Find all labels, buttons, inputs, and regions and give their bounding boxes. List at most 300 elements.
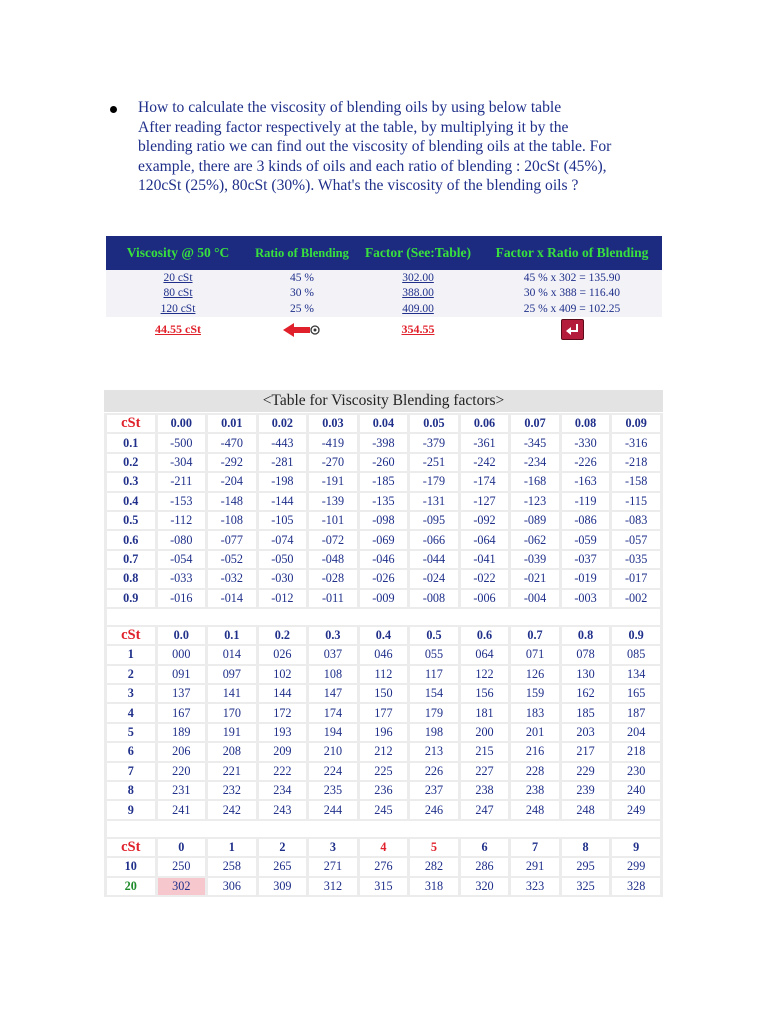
factor-cell: 249 xyxy=(612,801,660,818)
column-header: 0.07 xyxy=(511,415,559,432)
factor-cell: -500 xyxy=(158,434,206,451)
product-value: 30 % x 388 = 116.40 xyxy=(482,286,662,302)
factor-cell: 071 xyxy=(511,646,559,663)
factor-cell: 250 xyxy=(158,858,206,875)
factor-cell: -072 xyxy=(309,531,357,548)
factor-cell: -052 xyxy=(208,551,256,568)
factor-cell: 235 xyxy=(309,782,357,799)
factor-cell: -074 xyxy=(259,531,307,548)
factor-cell: 237 xyxy=(410,782,458,799)
factor-cell: -185 xyxy=(360,473,408,490)
factor-cell: -054 xyxy=(158,551,206,568)
column-header: 0.00 xyxy=(158,415,206,432)
row-label: 7 xyxy=(107,763,155,780)
factor-cell: -089 xyxy=(511,512,559,529)
viscosity-link[interactable]: 20 cSt xyxy=(106,270,250,286)
factor-cell: 212 xyxy=(360,743,408,760)
factor-row xyxy=(107,743,660,760)
factor-cell: 144 xyxy=(259,685,307,702)
column-header: 5 xyxy=(410,839,458,856)
row-label: 2 xyxy=(107,666,155,683)
column-header: 0.02 xyxy=(259,415,307,432)
enter-icon xyxy=(562,320,583,339)
factor-cell: 156 xyxy=(461,685,509,702)
factor-cell: -046 xyxy=(360,551,408,568)
factor-cell: 177 xyxy=(360,704,408,721)
factor-cell: -127 xyxy=(461,493,509,510)
row-label: 3 xyxy=(107,685,155,702)
factor-cell: 328 xyxy=(612,878,660,895)
factor-cell: 299 xyxy=(612,858,660,875)
factor-cell: -251 xyxy=(410,454,458,471)
factor-cell: 215 xyxy=(461,743,509,760)
factor-row xyxy=(107,454,660,471)
factor-cell: 046 xyxy=(360,646,408,663)
factor-cell: -398 xyxy=(360,434,408,451)
factor-cell: -112 xyxy=(158,512,206,529)
factor-cell: -024 xyxy=(410,570,458,587)
header-product: Factor x Ratio of Blending xyxy=(482,236,662,270)
factor-row xyxy=(107,570,660,587)
column-header: 0 xyxy=(158,839,206,856)
factor-cell: -304 xyxy=(158,454,206,471)
factor-cell: 097 xyxy=(208,666,256,683)
factor-cell: 209 xyxy=(259,743,307,760)
factor-cell: 174 xyxy=(309,704,357,721)
factor-cell: 122 xyxy=(461,666,509,683)
factor-cell: 220 xyxy=(158,763,206,780)
row-label: 0.1 xyxy=(107,434,155,451)
spacer-cell xyxy=(107,609,660,625)
factor-cell: 221 xyxy=(208,763,256,780)
intro-line: 120cSt (25%), 80cSt (30%). What's the viscosity of the blending oils ? xyxy=(138,177,579,194)
column-header: 0.05 xyxy=(410,415,458,432)
factor-cell: 170 xyxy=(208,704,256,721)
factor-cell: -191 xyxy=(309,473,357,490)
factor-cell: -022 xyxy=(461,570,509,587)
factor-row xyxy=(107,858,660,875)
column-header: 6 xyxy=(461,839,509,856)
factor-row xyxy=(107,704,660,721)
factor-cell: -004 xyxy=(511,590,559,607)
factor-cell: -131 xyxy=(410,493,458,510)
factor-cell: -123 xyxy=(511,493,559,510)
factor-cell: 213 xyxy=(410,743,458,760)
row-label: 0.6 xyxy=(107,531,155,548)
ratio-value: 30 % xyxy=(250,286,354,302)
factor-cell: -037 xyxy=(562,551,610,568)
factor-cell: -204 xyxy=(208,473,256,490)
factor-cell: 203 xyxy=(562,724,610,741)
row-label: 0.5 xyxy=(107,512,155,529)
factor-cell: 196 xyxy=(360,724,408,741)
column-header: 0.06 xyxy=(461,415,509,432)
column-header: 0.1 xyxy=(208,627,256,644)
factor-cell: 179 xyxy=(410,704,458,721)
factor-cell: 240 xyxy=(612,782,660,799)
factor-cell: 248 xyxy=(562,801,610,818)
calc-row xyxy=(106,286,662,302)
factor-cell: -009 xyxy=(360,590,408,607)
factor-cell: 154 xyxy=(410,685,458,702)
factor-link[interactable]: 302.00 xyxy=(354,270,482,286)
factor-cell: -069 xyxy=(360,531,408,548)
factor-header-row xyxy=(107,839,660,856)
row-label: 0.8 xyxy=(107,570,155,587)
factor-cell: 242 xyxy=(208,801,256,818)
intro-line: After reading factor respectively at the table, by multiplying it by the xyxy=(138,118,569,136)
factor-cell: 117 xyxy=(410,666,458,683)
row-label: 20 xyxy=(107,878,155,895)
factor-cell: 226 xyxy=(410,763,458,780)
factor-cell: 130 xyxy=(562,666,610,683)
factor-cell: -050 xyxy=(259,551,307,568)
section-spacer xyxy=(107,821,660,837)
factor-cell: -108 xyxy=(208,512,256,529)
factor-cell: -086 xyxy=(562,512,610,529)
factor-cell: -011 xyxy=(309,590,357,607)
factor-cell: 126 xyxy=(511,666,559,683)
factor-cell: 193 xyxy=(259,724,307,741)
factor-cell: 191 xyxy=(208,724,256,741)
factor-link[interactable]: 388.00 xyxy=(354,286,482,302)
viscosity-link[interactable]: 80 cSt xyxy=(106,286,250,302)
row-label: 4 xyxy=(107,704,155,721)
factor-cell: -105 xyxy=(259,512,307,529)
factor-row xyxy=(107,590,660,607)
column-header: 0.4 xyxy=(360,627,408,644)
factor-cell: 238 xyxy=(461,782,509,799)
cst-corner-label: cSt xyxy=(107,627,155,644)
factor-cell: 201 xyxy=(511,724,559,741)
factor-cell: 243 xyxy=(259,801,307,818)
column-header: 0.03 xyxy=(309,415,357,432)
enter-cell xyxy=(482,317,662,343)
row-label: 9 xyxy=(107,801,155,818)
factor-cell: 026 xyxy=(259,646,307,663)
factor-cell: -019 xyxy=(562,570,610,587)
column-header: 1 xyxy=(208,839,256,856)
factor-cell: -179 xyxy=(410,473,458,490)
factor-cell: -153 xyxy=(158,493,206,510)
factor-cell: -226 xyxy=(562,454,610,471)
column-header: 0.0 xyxy=(158,627,206,644)
factor-cell: -044 xyxy=(410,551,458,568)
factor-cell: -059 xyxy=(562,531,610,548)
row-label: 0.2 xyxy=(107,454,155,471)
factor-cell: 244 xyxy=(309,801,357,818)
factor-cell: 112 xyxy=(360,666,408,683)
factor-cell: -330 xyxy=(562,434,610,451)
header-ratio: Ratio of Blending xyxy=(250,236,354,270)
factor-cell: -006 xyxy=(461,590,509,607)
factor-cell: 167 xyxy=(158,704,206,721)
row-label: 6 xyxy=(107,743,155,760)
factor-cell: 286 xyxy=(461,858,509,875)
factor-row xyxy=(107,801,660,818)
viscosity-factors-table xyxy=(104,413,663,897)
column-header: 0.7 xyxy=(511,627,559,644)
result-factor[interactable]: 354.55 xyxy=(354,317,482,343)
factor-row xyxy=(107,512,660,529)
intro-line: example, there are 3 kinds of oils and each ratio of blending : 20cSt (45%), xyxy=(138,157,607,175)
factor-cell: -470 xyxy=(208,434,256,451)
factor-cell: 091 xyxy=(158,666,206,683)
factor-row xyxy=(107,551,660,568)
factor-cell: 315 xyxy=(360,878,408,895)
factor-cell: 309 xyxy=(259,878,307,895)
factor-row xyxy=(107,724,660,741)
factor-cell: 000 xyxy=(158,646,206,663)
factor-cell: 306 xyxy=(208,878,256,895)
intro-paragraph xyxy=(138,98,683,196)
factor-cell: -163 xyxy=(562,473,610,490)
factor-cell: -211 xyxy=(158,473,206,490)
row-label: 8 xyxy=(107,782,155,799)
row-label: 0.4 xyxy=(107,493,155,510)
factor-cell: 222 xyxy=(259,763,307,780)
factor-cell: -028 xyxy=(309,570,357,587)
factor-cell: 323 xyxy=(511,878,559,895)
factor-cell: -064 xyxy=(461,531,509,548)
factor-cell: 181 xyxy=(461,704,509,721)
column-header: 0.01 xyxy=(208,415,256,432)
factor-cell: 208 xyxy=(208,743,256,760)
factor-cell: 265 xyxy=(259,858,307,875)
factor-cell: 245 xyxy=(360,801,408,818)
viscosity-link[interactable]: 120 cSt xyxy=(106,301,250,317)
header-factor: Factor (See:Table) xyxy=(354,236,482,270)
factor-cell: -316 xyxy=(612,434,660,451)
factor-cell: 218 xyxy=(612,743,660,760)
bullet-icon xyxy=(110,106,117,113)
factor-cell: 078 xyxy=(562,646,610,663)
factor-row xyxy=(107,782,660,799)
factor-cell: 194 xyxy=(309,724,357,741)
factor-cell: -115 xyxy=(612,493,660,510)
factor-cell: 312 xyxy=(309,878,357,895)
factor-cell: 239 xyxy=(562,782,610,799)
factor-cell: 318 xyxy=(410,878,458,895)
factor-cell: 282 xyxy=(410,858,458,875)
factor-cell: -080 xyxy=(158,531,206,548)
factor-cell: 037 xyxy=(309,646,357,663)
factor-cell: -144 xyxy=(259,493,307,510)
factor-cell: 134 xyxy=(612,666,660,683)
column-header: 9 xyxy=(612,839,660,856)
factor-row xyxy=(107,666,660,683)
factor-cell: 325 xyxy=(562,878,610,895)
result-viscosity[interactable]: 44.55 cSt xyxy=(106,317,250,343)
factor-cell: 172 xyxy=(259,704,307,721)
factor-cell: 271 xyxy=(309,858,357,875)
factor-cell: 225 xyxy=(360,763,408,780)
column-header: 0.6 xyxy=(461,627,509,644)
factor-cell: -148 xyxy=(208,493,256,510)
factor-cell: -012 xyxy=(259,590,307,607)
factor-cell: 183 xyxy=(511,704,559,721)
factor-cell: -002 xyxy=(612,590,660,607)
factor-cell: 137 xyxy=(158,685,206,702)
factor-cell: -168 xyxy=(511,473,559,490)
factor-cell: -158 xyxy=(612,473,660,490)
factor-cell: 291 xyxy=(511,858,559,875)
factor-cell: 200 xyxy=(461,724,509,741)
factor-cell: -095 xyxy=(410,512,458,529)
ratio-value: 45 % xyxy=(250,270,354,286)
factor-cell: 231 xyxy=(158,782,206,799)
factor-cell: -003 xyxy=(562,590,610,607)
factor-cell: -345 xyxy=(511,434,559,451)
column-header: 4 xyxy=(360,839,408,856)
factor-cell: -135 xyxy=(360,493,408,510)
row-label: 0.9 xyxy=(107,590,155,607)
column-header: 7 xyxy=(511,839,559,856)
factor-cell: 102 xyxy=(259,666,307,683)
calc-row xyxy=(106,270,662,286)
factor-cell: 241 xyxy=(158,801,206,818)
factor-cell: 189 xyxy=(158,724,206,741)
factor-cell: -092 xyxy=(461,512,509,529)
factor-row xyxy=(107,493,660,510)
factors-table-title: <Table for Viscosity Blending factors> xyxy=(104,390,663,412)
factor-cell: -041 xyxy=(461,551,509,568)
factor-cell: -062 xyxy=(511,531,559,548)
factor-cell: 187 xyxy=(612,704,660,721)
column-header: 0.5 xyxy=(410,627,458,644)
column-header: 0.8 xyxy=(562,627,610,644)
factor-cell: -198 xyxy=(259,473,307,490)
factor-cell: 229 xyxy=(562,763,610,780)
factor-cell: -057 xyxy=(612,531,660,548)
factor-cell: 238 xyxy=(511,782,559,799)
factor-cell: -048 xyxy=(309,551,357,568)
factor-cell: 055 xyxy=(410,646,458,663)
factor-row xyxy=(107,531,660,548)
factor-cell: -066 xyxy=(410,531,458,548)
factor-row xyxy=(107,685,660,702)
cst-corner-label: cSt xyxy=(107,839,155,856)
column-header: 0.08 xyxy=(562,415,610,432)
header-viscosity: Viscosity @ 50 °C xyxy=(106,236,250,270)
factor-header-row xyxy=(107,415,660,432)
factor-cell: -083 xyxy=(612,512,660,529)
factor-cell: 147 xyxy=(309,685,357,702)
factor-row xyxy=(107,473,660,490)
factor-cell: 246 xyxy=(410,801,458,818)
factor-cell: -379 xyxy=(410,434,458,451)
row-label: 10 xyxy=(107,858,155,875)
factor-cell: -077 xyxy=(208,531,256,548)
factor-cell: -218 xyxy=(612,454,660,471)
factor-cell: 085 xyxy=(612,646,660,663)
factor-cell: 165 xyxy=(612,685,660,702)
factor-cell: 204 xyxy=(612,724,660,741)
factor-cell: 198 xyxy=(410,724,458,741)
factor-cell: 150 xyxy=(360,685,408,702)
factor-cell: -242 xyxy=(461,454,509,471)
product-value: 45 % x 302 = 135.90 xyxy=(482,270,662,286)
intro-line: How to calculate the viscosity of blending oils by using below table xyxy=(138,99,562,116)
ratio-value: 25 % xyxy=(250,301,354,317)
factor-cell: 320 xyxy=(461,878,509,895)
factor-cell: 185 xyxy=(562,704,610,721)
factor-cell: 206 xyxy=(158,743,206,760)
factor-cell: 159 xyxy=(511,685,559,702)
factor-cell: 014 xyxy=(208,646,256,663)
column-header: 0.2 xyxy=(259,627,307,644)
factor-cell: -174 xyxy=(461,473,509,490)
column-header: 0.04 xyxy=(360,415,408,432)
factor-cell: -234 xyxy=(511,454,559,471)
factor-header-row xyxy=(107,627,660,644)
enter-button[interactable] xyxy=(561,319,584,340)
factor-cell: 234 xyxy=(259,782,307,799)
section-spacer xyxy=(107,609,660,625)
factor-cell: 162 xyxy=(562,685,610,702)
spacer-cell xyxy=(107,821,660,837)
arrow-cell xyxy=(250,317,354,343)
factor-cell: -443 xyxy=(259,434,307,451)
factor-cell: 248 xyxy=(511,801,559,818)
column-header: 3 xyxy=(309,839,357,856)
factor-cell: 236 xyxy=(360,782,408,799)
factor-cell: -016 xyxy=(158,590,206,607)
factor-cell: -292 xyxy=(208,454,256,471)
factor-cell: 302 xyxy=(158,878,206,895)
row-label: 0.3 xyxy=(107,473,155,490)
factor-cell: 230 xyxy=(612,763,660,780)
factor-cell: 108 xyxy=(309,666,357,683)
factor-cell: -035 xyxy=(612,551,660,568)
factor-cell: 217 xyxy=(562,743,610,760)
factor-cell: 258 xyxy=(208,858,256,875)
factor-cell: -017 xyxy=(612,570,660,587)
factor-cell: -032 xyxy=(208,570,256,587)
row-label: 0.7 xyxy=(107,551,155,568)
factor-row xyxy=(107,434,660,451)
factor-cell: 228 xyxy=(511,763,559,780)
factor-cell: -026 xyxy=(360,570,408,587)
factor-cell: -419 xyxy=(309,434,357,451)
calc-result-row xyxy=(106,317,662,343)
factor-cell: -119 xyxy=(562,493,610,510)
calc-row xyxy=(106,301,662,317)
column-header: 0.9 xyxy=(612,627,660,644)
factor-cell: -260 xyxy=(360,454,408,471)
factor-cell: -101 xyxy=(309,512,357,529)
factor-link[interactable]: 409.00 xyxy=(354,301,482,317)
factor-cell: -270 xyxy=(309,454,357,471)
factor-cell: -033 xyxy=(158,570,206,587)
factor-cell: 141 xyxy=(208,685,256,702)
cst-corner-label: cSt xyxy=(107,415,155,432)
column-header: 0.09 xyxy=(612,415,660,432)
factor-cell: 227 xyxy=(461,763,509,780)
factor-cell: 276 xyxy=(360,858,408,875)
factor-cell: 064 xyxy=(461,646,509,663)
factor-cell: -139 xyxy=(309,493,357,510)
factor-cell: 210 xyxy=(309,743,357,760)
factor-cell: -361 xyxy=(461,434,509,451)
blending-calc-table xyxy=(106,236,662,343)
factor-row xyxy=(107,878,660,895)
factor-cell: 224 xyxy=(309,763,357,780)
factor-cell: 247 xyxy=(461,801,509,818)
factor-cell: -030 xyxy=(259,570,307,587)
factor-cell: -281 xyxy=(259,454,307,471)
factor-cell: -021 xyxy=(511,570,559,587)
